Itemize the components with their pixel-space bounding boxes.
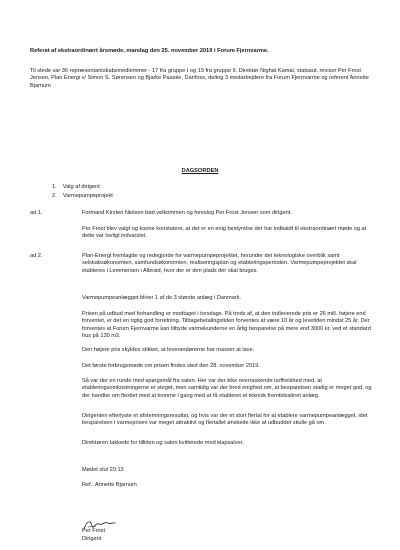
referent: Ref.: Annette Bjarnum bbox=[82, 482, 137, 488]
ad2-paragraph-2: Varmepumpeanlægget bliver 1 af de 3 største anlæg i Danmark. bbox=[82, 295, 242, 301]
ad2-paragraph-7: Dirigenten efterlyste et afstemningsresultat, og hvis var der et stort flertal for at etablere varmepumpeanlægget, idet besparelsen i varmeprisen var meget attraktivt og flertallet ønskede ikke at udbuddet skulle gå om. bbox=[82, 413, 368, 427]
ad1-paragraph-2: Per Frost blev valgt og kunne konstatere, at det er en enig bestyrelse der har indkaldt til ekstraordinært møde og at dette var lovligt indvarslet. bbox=[82, 226, 367, 240]
ad2-label: ad 2. bbox=[30, 253, 43, 259]
signer-role: Dirigent bbox=[82, 536, 102, 542]
meeting-end: Mødet slut 20:13 bbox=[82, 467, 124, 473]
document-title: Referat af ekstraordinært årsmøde, mandag den 25. november 2019 i Forum Fjernvarme. bbox=[30, 48, 269, 54]
agenda-item-2: 2. Varmepumpeprojekt bbox=[52, 193, 113, 199]
ad2-paragraph-8: Direktøren takkede for tilliden og salen kvitterede med klapsalver. bbox=[82, 440, 244, 446]
signer-name: Per Frost bbox=[82, 528, 106, 534]
ad2-paragraph-5: Det første forbrugsmøde om prisen findes sted den 28. november 2019. bbox=[82, 363, 260, 369]
ad2-paragraph-4: Den højere pris skyldes stikket, at leverandørerne har masser at lave. bbox=[82, 347, 255, 353]
ad2-paragraph-3: Prisen på udbud med forhandling er modtaget i torsdags. På trods af, at den indleverede pris er 26 mill. højere end forventet, er det en rigtig god forretning. Tilbagebetalingstiden forventes at være 10 år og levetiden mindst 25 år. Der forventes at Forum Fjernvarme kan tilbyde varmekunderne en årlig besparelse på mere end 3000 kr. ved et standard hus på 130 m2. bbox=[82, 311, 371, 340]
agenda-heading: DAGSORDEN bbox=[181, 168, 219, 174]
intro-paragraph: Til stede var 36 repræsentantskabsmedlemmer - 17 fra gruppe I og 19 fra gruppe II. Direktør Nighat Kamal, statsaut. revisor Per Frost Jensen, Plan Energi v/ Simon S. Sørensen og Bjarke Paaske, Danfoss, deltog 3 medarbejdere fra Forum Fjernvarme og referent Annette Bjarnum bbox=[30, 68, 369, 89]
agenda-item-1: 1. Valg af dirigent bbox=[52, 184, 100, 190]
ad2-paragraph-1: Plan-Energi fremlagde og redegjorde for varmepumpeprojektet, herunder det teknologiske overblik samt selskabsøkonomien, samfundsøkonomien, realiseringsplan og etableringsperioden. Varmepumpeprojektet skal etableres i Lemmersen i Allerød, hvor der er den plads der skal bruges. bbox=[82, 253, 357, 274]
ad1-label: ad 1. bbox=[30, 210, 43, 216]
ad2-paragraph-6: Så var der en runde med spørgsmål fra salen. Her var der ikke overraskende uoffrelshed med, at etableringsomkostningerne er steget, men samtidig var der bred enighed om, at besparelsen stadig er meget god, og der handler om flexitet med at komme i gang med at få etableret et teknisk fremtidssikret anlæg. bbox=[82, 378, 372, 399]
ad1-paragraph-1: Formand Kirsten Nielsen bød velkommen og foreslog Per Frost Jensen som dirigent. bbox=[82, 210, 292, 216]
